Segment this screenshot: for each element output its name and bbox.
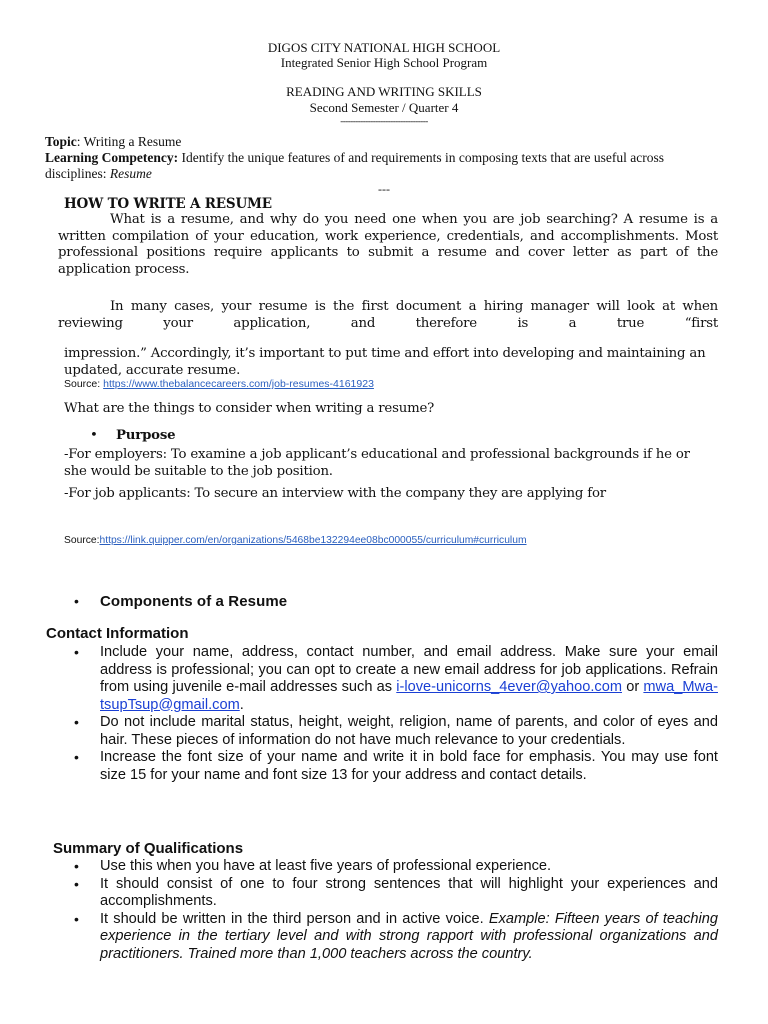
contact-item-1-text: Include your name, address, contact number, and email address. Make sure your email address is professional; you can opt to create a new email address for job applications. Refrain from using juvenile e-mail addresses such as (100, 644, 718, 695)
source-link-2[interactable]: https://link.quipper.com/en/organizations/5468be132294ee08bc000055/curriculum#curriculum (99, 535, 527, 546)
period: . (239, 696, 244, 713)
topic-value: : Writing a Resume (76, 134, 182, 149)
competency-italic: Resume (109, 166, 152, 181)
summary-example: Example: Fifteen years of teaching experience in the tertiary level and with strong rapport with professional organizations and practitioners. Trained more than 1,000 teachers across the country. (100, 910, 718, 962)
school-name: DIGOS CITY NATIONAL HIGH SCHOOL (267, 40, 501, 55)
topic-line (45, 134, 725, 150)
contact-item-3-text: Increase the font size of your name and write it in bold face for emphasis. You may use font size 15 for your name and font size 13 for your address and contact details. (100, 749, 718, 783)
intro-paragraph: What is a resume, and why do you need one when you are job searching? A resume is a written compilation of your education, work experience, credentials, and accomplishments. Most professional positions require applicants to submit a resume and cover letter as part of the application process. (58, 212, 718, 277)
summary-item-3-text: It should be written in the third person and in active voice. (100, 910, 489, 927)
components-title: Components of a Resume (100, 593, 288, 610)
bullet-dot: • (74, 644, 79, 660)
purpose-title: Purpose (116, 428, 176, 443)
competency-label: Learning Competency: (45, 150, 179, 165)
source-label-2: Source: (64, 535, 100, 546)
paragraph2-part2: impression.” Accordingly, it’s important to put time and effort into developing and maintaining an updated, accurate resume. (64, 346, 706, 378)
purpose-applicants: -For job applicants: To secure an interview with the company they are applying for (64, 486, 606, 501)
bullet-dot: • (74, 858, 79, 874)
program-name: Integrated Senior High School Program (280, 55, 488, 70)
components-bullet: • (74, 593, 79, 609)
bullet-dot: • (74, 910, 79, 927)
source-link-1[interactable]: https://www.thebalancecareers.com/job-resumes-4161923 (103, 378, 374, 390)
bullet-dot: • (74, 714, 79, 730)
summary-item-1 (74, 858, 718, 876)
contact-item-2-text: Do not include marital status, height, weight, religion, name of parents, and color of eyes and hair. These pieces of information do not have much relevance to your credentials. (100, 714, 718, 748)
summary-title: Summary of Qualifications (53, 840, 244, 857)
purpose-bullet: • (90, 428, 98, 443)
source-line-1 (64, 378, 374, 391)
separator: --- (378, 182, 390, 196)
summary-item-2 (74, 875, 718, 911)
email-link-2[interactable]: mwa_Mwa-tsupTsup@gmail.com (100, 679, 718, 713)
bullet-dot: • (74, 749, 79, 765)
paragraph2-part1: In many cases, your resume is the first document a hiring manager will look at when reviewing your application, and therefore is a true “first (58, 299, 718, 331)
question: What are the things to consider when writing a resume? (64, 401, 435, 416)
source-line-2 (64, 534, 724, 547)
contact-item-3 (74, 749, 718, 784)
contact-list (74, 644, 718, 784)
summary-list (74, 858, 718, 963)
email-link-1[interactable]: i-love-unicorns_4ever@yahoo.com (396, 679, 622, 695)
contact-item-2 (74, 714, 718, 749)
topic-label: Topic (45, 134, 77, 149)
source-label-1: Source: (64, 378, 104, 390)
summary-item-3 (74, 910, 718, 964)
summary-item-1-text: Use this when you have at least five years of professional experience. (100, 858, 552, 874)
header-rule: ----------------------------------- (340, 116, 428, 126)
contact-title: Contact Information (46, 625, 189, 642)
competency-line (45, 150, 725, 182)
subject-title: READING AND WRITING SKILLS (286, 84, 482, 99)
competency-value: Identify the unique features of and requirements in composing texts that are useful across disciplines: (45, 150, 664, 181)
purpose-employers: -For employers: To examine a job applicant’s educational and professional backgrounds if he or she would be suitable to the job position. (64, 447, 690, 479)
or-word: or (622, 679, 644, 695)
summary-item-2-text: It should consist of one to four strong sentences that will highlight your experiences and accomplishments. (100, 875, 718, 909)
contact-item-1 (74, 644, 718, 714)
bullet-dot: • (74, 875, 79, 892)
term: Second Semester / Quarter 4 (309, 100, 459, 115)
section-title: HOW TO WRITE A RESUME (64, 196, 272, 212)
